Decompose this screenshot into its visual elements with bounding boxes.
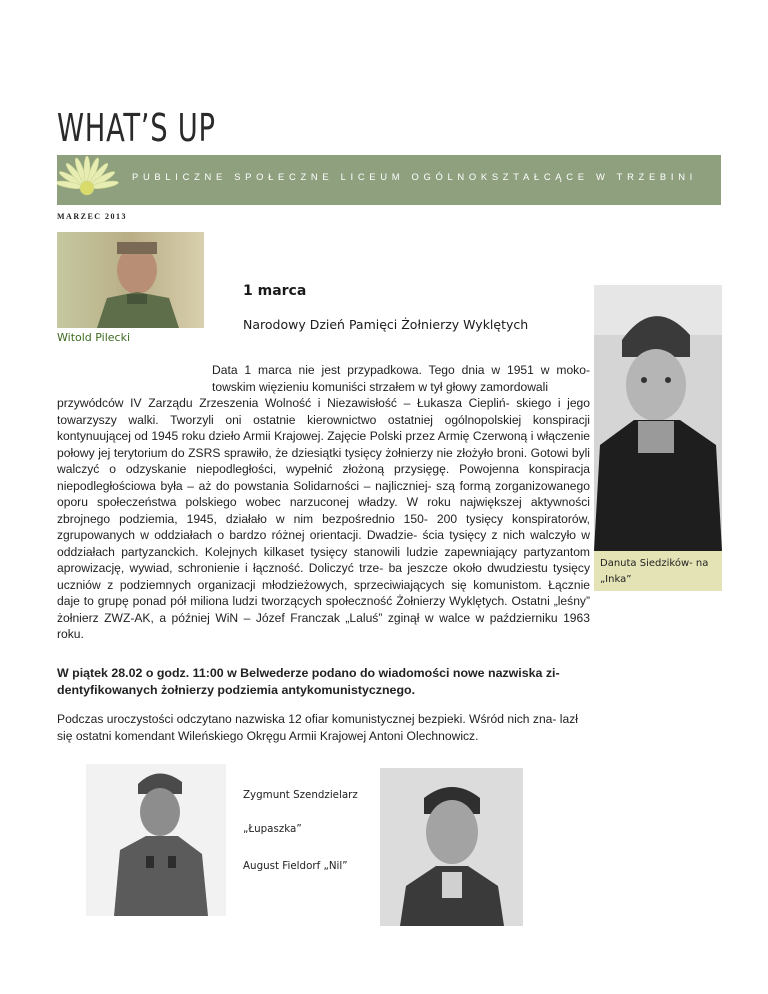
article-body: przywódców IV Zarządu Zrzeszenia Wolność i Niezawisłość – Łukasza Ciepliń- skiego i jego towarzyszy walki. Tworzyli oni ostatnie kierownictwo ostatniej ogólnopolskiej konspiracji kontynuującej od 1945 roku dzieło Armii Krajowej. Zajęcie Polski przez Armię Czerwoną i włączenie połowy jej terytorium do ZSRS sprawiło, że dziesiątki tysięcy żołnierzy nie złożyło broni. Gotowi byli walczyć o odzyskanie niepodległości, wypełnić złożoną przysięgę. Powojenna konspiracja niepodległościowa była – aż do powstania Solidarności – najliczniej- szą formą zorganizowanego oporu społeczeństwa polskiego wobec narzuconej władzy. W roku największej aktywności zbrojnego podziemia, 1945, działało w nim bezpośrednio 150- 200 tysięcy konspiratorów, zgrupowanych w oddziałach o bardzo różnej orientacji. Dwadzie- ścia tysięcy z nich walczyło w oddziałach partyzanckich. Kolejnych kilkaset tysięcy stanowili ludzie zapewniający partyzantom aprowizację, wywiad, schronienie i łączność. Doliczyć trze- ba jeszcze około dwudziestu tysięcy uczniów z podziemnych organizacji młodzieżowych, sprzeciwiających się komunistom. Łącznie daje to grupę ponad pół miliona ludzi tworzących społeczność Żołnierzy Wyklętych. Ostatni „leśny” żołnierz ZWZ-AK, a później WiN – Józef Franczak „Laluś” zginął w walce w październiku 1963 roku. bbox=[57, 396, 590, 641]
school-name: PUBLICZNE SPOŁECZNE LICEUM OGÓLNOKSZTAŁCĄCE W TRZEBINI bbox=[132, 171, 697, 182]
szendzielarz-photo bbox=[86, 764, 226, 916]
fieldorf-photo bbox=[380, 768, 523, 926]
article-headline: 1 marca bbox=[243, 283, 307, 299]
article-lead: Data 1 marca nie jest przypadkowa. Tego dnia w 1951 w moko- towskim więzieniu komuniści strzałem w tył głowy zamordowali bbox=[212, 363, 590, 394]
pilecki-caption: Witold Pilecki bbox=[57, 331, 131, 344]
announcement-paragraph: W piątek 28.02 o godz. 11:00 w Belwederze podano do wiadomości nowe nazwiska zi- dentyfikowanych żołnierzy podziemia antykomunistycznego. bbox=[57, 666, 560, 697]
newsletter-title: WHAT’S UP bbox=[57, 106, 216, 150]
inka-caption-box bbox=[594, 551, 722, 591]
fieldorf-name: August Fieldorf „Nil” bbox=[243, 860, 348, 872]
pilecki-photo bbox=[57, 232, 204, 328]
closing-paragraph: Podczas uroczystości odczytano nazwiska 12 ofiar komunistycznej bezpieki. Wśród nich zna- lazł się ostatni komendant Wileńskiego Okręgu Armii Krajowej Antoni Olechnowicz. bbox=[57, 712, 578, 743]
inka-photo bbox=[594, 285, 722, 551]
szendzielarz-alias: „Łupaszka” bbox=[243, 823, 302, 835]
article-subheadline: Narodowy Dzień Pamięci Żołnierzy Wyklętych bbox=[243, 317, 529, 332]
flower-logo-icon bbox=[57, 150, 127, 210]
szendzielarz-name: Zygmunt Szendzielarz bbox=[243, 789, 358, 801]
inka-caption: Danuta Siedzików- na „Inka” bbox=[600, 558, 709, 585]
issue-date: MARZEC 2013 bbox=[57, 212, 128, 221]
